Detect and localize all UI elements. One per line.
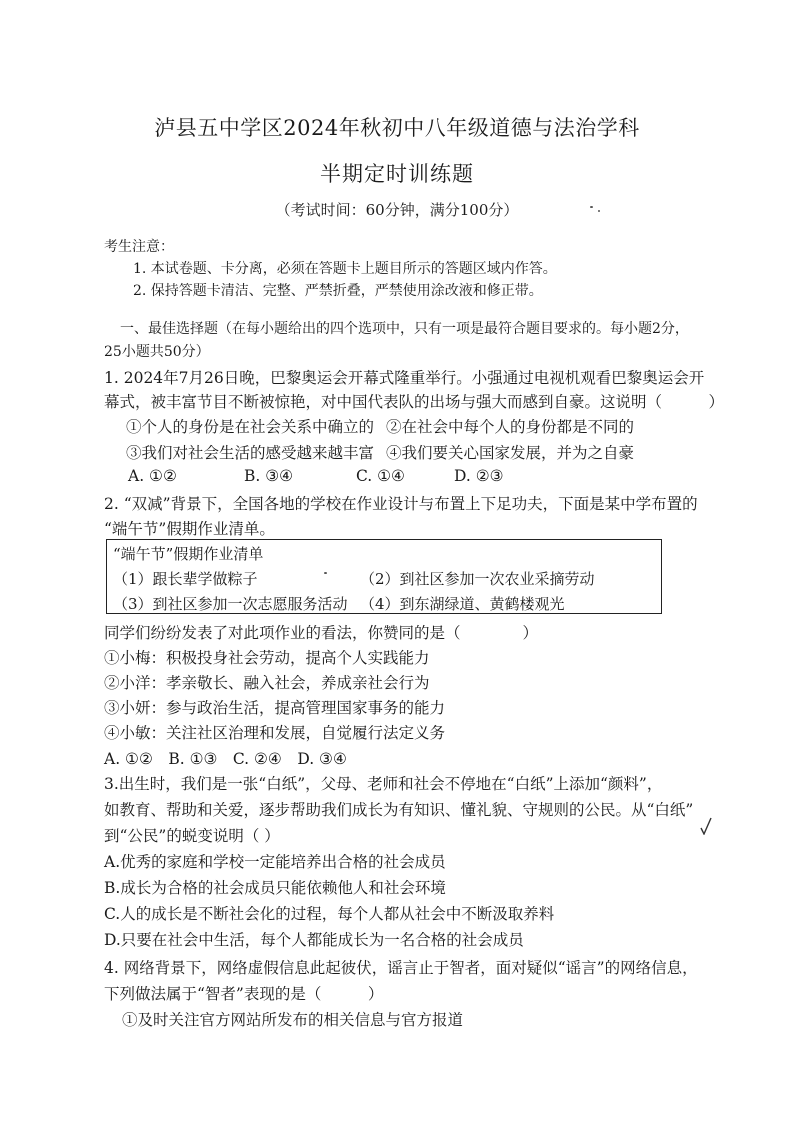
q3-option-b: B.成长为合格的社会成员只能依赖他人和社会环境 (104, 879, 446, 897)
q3-option-d: D.只要在社会中生活，每个人都能成长为一名合格的社会成员 (104, 931, 524, 949)
q1-option-4: ④我们要关心国家发展，并为之自豪 (386, 444, 635, 462)
q2-option-4: ④小敏：关注社区治理和发展，自觉履行法定义务 (104, 724, 446, 742)
q3-option-a: A.优秀的家庭和学校一定能培养出合格的社会成员 (104, 853, 446, 871)
q2-option-1: ①小梅：积极投身社会劳动，提高个人实践能力 (104, 649, 430, 667)
notice-item-2: 2. 保持答题卡清洁、完整、严禁折叠，严禁使用涂改液和修正带。 (133, 283, 543, 299)
q1-choice-c: C. ①④ (356, 467, 405, 485)
q1-option-3: ③我们对社会生活的感受越来越丰富 (126, 444, 375, 462)
q2-option-2: ②小洋：孝亲敬长、融入社会，养成亲社会行为 (104, 674, 430, 692)
q4-line1: 4. 网络背景下，网络虚假信息此起彼伏，谣言止于智者，面对疑似“谣言”的网络信息， (104, 959, 698, 977)
q3-option-c: C.人的成长是不断社会化的过程，每个人都从社会中不断汲取养料 (104, 905, 555, 923)
notice-heading: 考生注意： (104, 239, 174, 255)
scan-speck (590, 206, 593, 208)
q3-line3: 到“公民”的蜕变说明（ ） (104, 827, 280, 845)
pen-check-mark (700, 817, 712, 835)
q3-line1: 3.出生时，我们是一张“白纸”，父母、老师和社会不停地在“白纸”上添加“颜料”， (104, 775, 663, 793)
q1-line2: 幕式，被丰富节目不断被惊艳，对中国代表队的出场与强大而感到自豪。这说明（ ） (104, 393, 725, 411)
scan-speck (324, 572, 327, 574)
q3-line2: 如教育、帮助和关爱，逐步帮助我们成长为有知识、懂礼貌、守规则的公民。从“白纸” (104, 801, 694, 819)
q1-option-1: ①个人的身份是在社会关系中确立的 (126, 418, 375, 436)
q4-line2: 下列做法属于“智者”表现的是（ ） (104, 985, 384, 1003)
notice-item-1: 1. 本试卷题、卡分离，必须在答题卡上题目所示的答题区域内作答。 (133, 261, 557, 277)
q4-option-1: ①及时关注官方网站所发布的相关信息与官方报道 (122, 1011, 464, 1029)
homework-item-4: （4）到东湖绿道、黄鹤楼观光 (360, 595, 565, 613)
section-1-heading: 一、最佳选择题（在每小题给出的四个选项中，只有一项是最符合题目要求的。每小题2分， (120, 321, 689, 337)
q2-choices: A. ①② B. ①③ C. ②④ D. ③④ (104, 750, 347, 768)
homework-item-1: （1）跟长辈学做粽子 (113, 570, 258, 588)
exam-info: （考试时间：60分钟，满分100分） (275, 201, 519, 219)
homework-list-title: “端午节”假期作业清单 (113, 545, 264, 563)
section-1-heading-cont: 25小题共50分） (104, 344, 210, 360)
q1-line1: 1. 2024年7月26日晚，巴黎奥运会开幕式隆重举行。小强通过电视机观看巴黎奥运会开 (104, 369, 705, 387)
q1-choice-b: B. ③④ (244, 467, 294, 485)
scan-speck (598, 210, 600, 212)
q2-stem: 同学们纷纷发表了对此项作业的看法，你赞同的是（ ） (104, 624, 539, 642)
q2-line1: 2. “双减”背景下，全国各地的学校在作业设计与布置上下足功夫，下面是某中学布置的 (104, 495, 698, 513)
q2-line2: “端午节”假期作业清单。 (104, 520, 275, 538)
homework-item-2: （2）到社区参加一次农业采摘劳动 (360, 570, 595, 588)
homework-item-3: （3）到社区参加一次志愿服务活动 (113, 595, 348, 613)
q1-option-2: ②在社会中每个人的身份都是不同的 (386, 418, 635, 436)
exam-title: 泸县五中学区2024年秋初中八年级道德与法治学科 (154, 116, 640, 140)
q1-choice-d: D. ②③ (454, 467, 504, 485)
q1-choice-a: A. ①② (128, 467, 177, 485)
q2-option-3: ③小妍：参与政治生活，提高管理国家事务的能力 (104, 699, 446, 717)
exam-subtitle: 半期定时训练题 (320, 162, 474, 186)
